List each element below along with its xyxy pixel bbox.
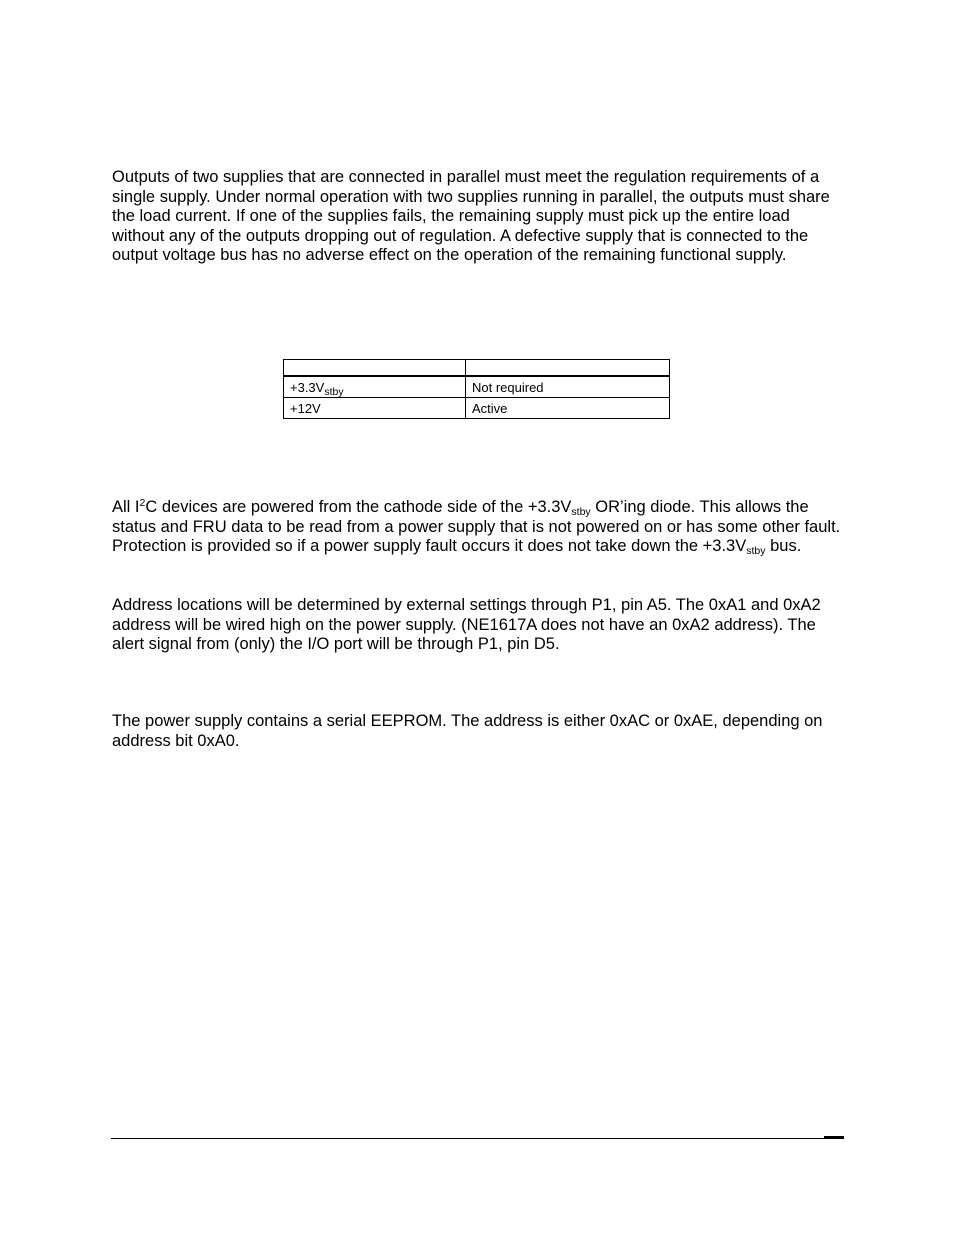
footer-page-mark	[824, 1136, 844, 1138]
i2c-text: All I	[112, 498, 140, 516]
table-header-cell	[284, 360, 466, 377]
i2c-text: bus.	[765, 537, 802, 556]
table-row	[284, 376, 670, 398]
address-paragraph: Address locations will be determined by external settings through P1, pin A5. The 0xA1 and 0xA2 address will be wired high on the power supply. (NE1617A does not have an 0xA2 address). The alert signal from (only) the I/O port will be through P1, pin D5.	[112, 596, 821, 654]
output-label: +12V	[290, 400, 321, 416]
output-label: +3.3V	[290, 379, 325, 395]
footer-divider	[111, 1138, 844, 1139]
parallel-operation-paragraph: Outputs of two supplies that are connected in parallel must meet the regulation requirements of a single supply. Under normal operation with two supplies running in parallel, the outputs must share the load current. If one of the supplies fails, the remaining supply must pick up the entire load without any of the outputs dropping out of regulation. A defective supply that is connected to the output voltage bus has no adverse effect on the operation of the remaining functional supply.	[112, 168, 830, 265]
table-header-cell	[466, 360, 670, 377]
state-cell: Active	[466, 398, 670, 419]
i2c-superscript: 2	[139, 497, 146, 509]
eeprom-paragraph: The power supply contains a serial EEPROM. The address is either 0xAC or 0xAE, depending on address bit 0xA0.	[112, 712, 823, 750]
output-state-table	[283, 359, 670, 419]
output-cell	[284, 376, 466, 398]
stby-subscript: stby	[571, 506, 591, 518]
table-row	[284, 398, 670, 419]
i2c-text: OR’ing diode. This allows the status and FRU data to be read from a power supply that is not powered on or has some other fault. Protection is provided so if a power supply fault occurs it does not take down the +3.3V	[112, 498, 841, 556]
i2c-text: C devices are powered from the cathode side of the +3.3V	[145, 498, 572, 516]
state-cell: Not required	[466, 376, 670, 398]
i2c-power-paragraph	[112, 498, 844, 557]
output-subscript: stby	[324, 385, 344, 398]
stby-subscript: stby	[746, 545, 766, 558]
table-header-row	[284, 360, 670, 377]
output-cell	[284, 398, 466, 419]
